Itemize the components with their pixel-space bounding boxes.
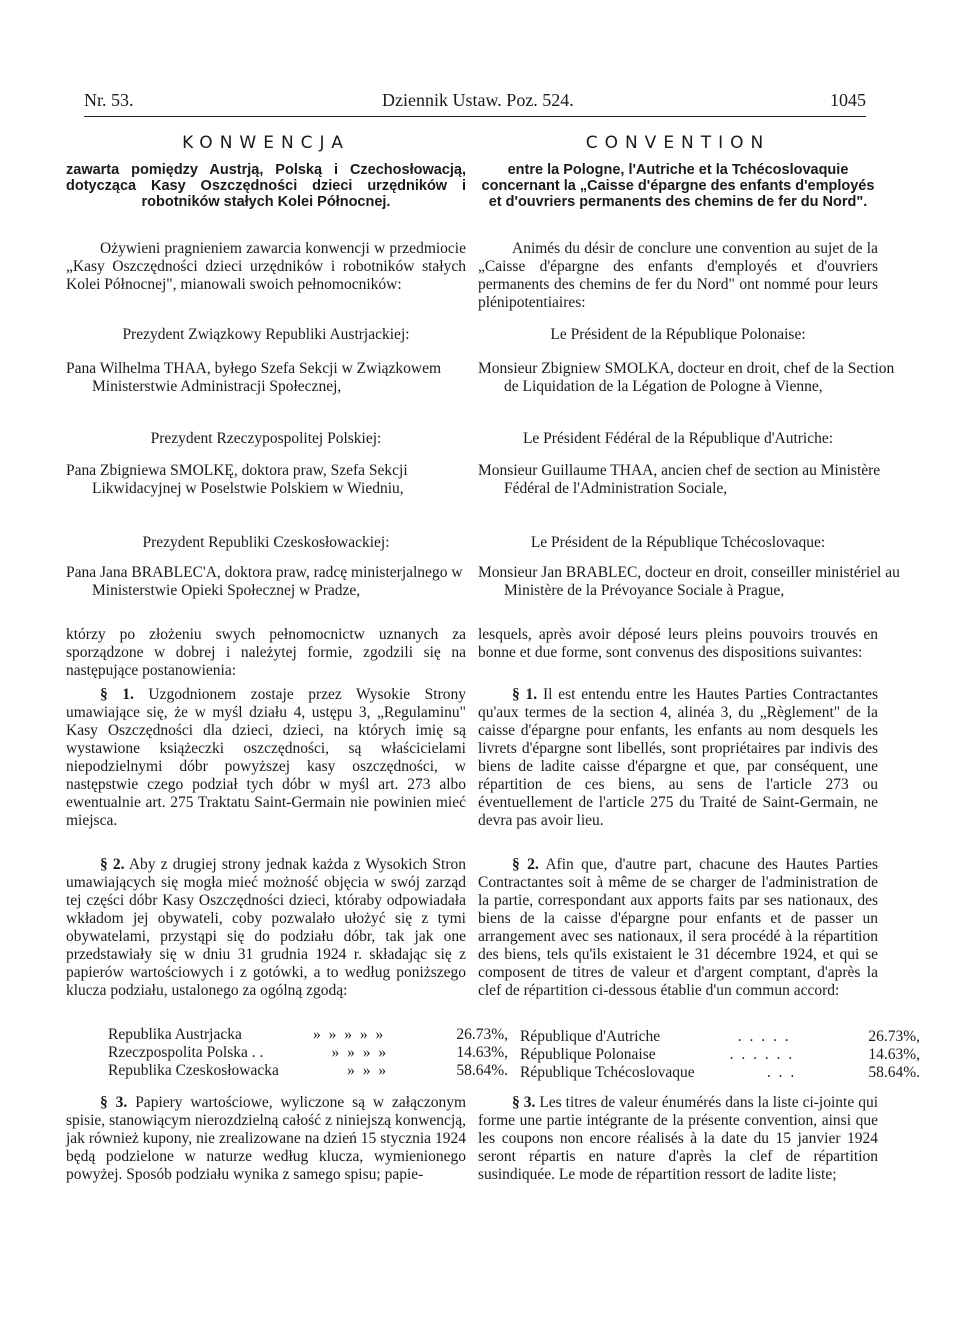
distribution-row: Republika Austrjacka » » » » » 26.73%, [108, 1026, 508, 1043]
journal-reference: Dziennik Ustaw. Poz. 524. [382, 90, 574, 110]
polish-section-2 [66, 856, 466, 1000]
page-header [84, 90, 866, 112]
french-section-1-text: Il est entendu entre les Hautes Parties Contractantes qu'aux termes de la section 4, alinéa 3, du „Règlement" de la caisse d'épargne pour enfants, les enfants au nom desquels les livrets d'épargne sont libellés, sont propriétaires par indivis des biens de ladite caisse d'épargne et que, par conséquent, une répartition de ces biens, au sens de l'article 273 ou éventuellement de l'article 275 du Traité de Saint-Germain, ne devra pas avoir lieu. [478, 686, 879, 829]
french-subtitle: entre la Pologne, l'Autriche et la Tchécoslovaquie concernant la „Caisse d'épargne des enfants d'employés et d'ouvriers permanents des chemins de fer du Nord". [481, 162, 875, 210]
french-section-3-mark: § 3. [512, 1094, 536, 1111]
polish-after-delegates: którzy po złożeniu swych pełnomocnictw uznanych za sporządzone w dobrej i należytej formie, zgodzili się na następujące postanowienia: [66, 626, 466, 679]
polish-title: KONWENCJA [182, 133, 350, 153]
polish-president-2: Prezydent Rzeczypospolitej Polskiej: [150, 430, 382, 447]
polish-intro: Ożywieni pragnieniem zawarcia konwencji w przedmiocie „Kasy Oszczędności dzieci urzędników i robotników stałych Kolei Północnej", mianowali swoich pełnomocników: [66, 240, 466, 293]
french-delegate-1: Monsieur Zbigniew SMOLKA, docteur en droit, chef de la Section de Liquidation de la Légation de Pologne à Vienne, [478, 360, 895, 395]
polish-section-2-mark: § 2. [100, 856, 125, 873]
header-rule [84, 116, 866, 117]
polish-delegate-2: Pana Zbigniewa SMOLKĘ, doktora praw, Szefa Sekcji Likwidacyjnej w Poselstwie Polskiem w Wiedniu, [66, 462, 408, 497]
french-section-3 [478, 1094, 878, 1184]
french-title: CONVENTION [585, 133, 771, 153]
distribution-row: République d'Autriche . . . . . 26.73%, [520, 1028, 920, 1045]
french-after-delegates: lesquels, après avoir déposé leurs pleins pouvoirs trouvés en bonne et due forme, sont convenus des dispositions suivantes: [478, 626, 878, 661]
distribution-row: République Tchécoslovaque . . . 58.64%. [520, 1064, 920, 1081]
issue-number: Nr. 53. [84, 90, 134, 110]
distribution-row: Rzeczpospolita Polska . . » » » » 14.63%, [108, 1044, 508, 1061]
polish-president-3: Prezydent Republiki Czeskosłowackiej: [142, 534, 390, 551]
french-president-1: Le Président de la République Polonaise: [550, 326, 806, 343]
polish-section-3 [66, 1094, 466, 1184]
french-section-3-text: Les titres de valeur énumérés dans la liste ci-jointe qui forme une partie intégrante de la présente convention, ainsi que les coupons non encore réalisés à la date du 15 janvier 1924 seront répartis en nature d'après la clef de répartition susindiquée. Le mode de répartition ressort de ladite liste; [478, 1094, 879, 1183]
polish-section-1-mark: § 1. [100, 686, 134, 703]
french-president-3: Le Président de la République Tchécoslovaque: [530, 534, 826, 551]
french-section-1-mark: § 1. [512, 686, 538, 703]
polish-president-1: Prezydent Związkowy Republiki Austrjackiej: [122, 326, 410, 343]
polish-section-1-text: Uzgodnionem zostaje przez Wysokie Strony umawiające się, że w myśl działu 4, ustępu 3, „Regulaminu" Kasy Oszczędności dla dzieci, dzieci, na których imię są wystawione książeczki oszczędności, są właścicielami niepodzielnymi dóbr powyższej kasy oszczędności, w następstwie czego podział tych dóbr w myśl art. 273 albo ewentualnie art. 275 Traktatu Saint-Germain nie powinien mieć miejsca. [66, 686, 466, 829]
polish-section-1 [66, 686, 466, 830]
french-section-2-mark: § 2. [512, 856, 539, 873]
french-delegate-3: Monsieur Jan BRABLEC, docteur en droit, conseiller ministériel au Ministère de la Prévoyance Sociale à Prague, [478, 564, 900, 599]
page-number: 1045 [830, 90, 866, 110]
french-president-2: Le Président Fédéral de la République d'Autriche: [522, 430, 834, 447]
polish-section-3-text: Papiery wartościowe, wyliczone są w załączonym spisie, stanowiącym nierozdzielną całość z niniejszą konwencją, jak również kupony, nie zrealizowane na dzień 15 stycznia 1924 będą podzielone w naturze według klucza, wymienionego powyżej. Sposób podziału wynika z samego spisu; papie- [66, 1094, 467, 1183]
french-intro: Animés du désir de conclure une convention au sujet de la „Caisse d'épargne des enfants d'employés et d'ouvriers permanents des chemins de fer du Nord" ont nommé pour leurs plénipotentiaires: [478, 240, 878, 311]
polish-section-2-text: Aby z drugiej strony jednak każda z Wysokich Stron umawiających się mogła mieć możność objęcia w swój zarząd tej części dóbr Kasy Oszczędności dzieci, któraby odpowiadała wkładom jej obywateli, coby pozwalało ułożyć się z tymi obywatelami, przystąpi się do podziału dóbr, tak jak one przedstawiały się w dniu 31 grudnia 1924 r. składając się z papierów wartościowych i z gotówki, a to według poniższego klucza podziału, ustalonego za ogólną zgodą: [66, 856, 466, 999]
polish-distribution-table [108, 1026, 508, 1080]
french-section-2 [478, 856, 878, 1000]
french-section-2-text: Afin que, d'autre part, chacune des Hautes Parties Contractantes soit à même de se charger de l'administration de la partie, correspondant aux apports faits par ses nationaux, des biens de la caisse d'épargne pour enfants et de passer un arrangement avec ses nationaux, il sera procédé à la répartition des biens, tels qu'ils existaient le 31 décembre 1924, et qui se composent de titres de valeur et d'argent comptant, d'après la clef de répartition ci-dessous établie d'un commun accord: [478, 856, 878, 999]
polish-delegate-3: Pana Jana BRABLEC'A, doktora praw, radcę ministerjalnego w Ministerstwie Opieki Społecznej w Pradze, [66, 564, 463, 599]
polish-delegate-1: Pana Wilhelma THAA, byłego Szefa Sekcji w Związkowem Ministerstwie Administracji Społecznej, [66, 360, 442, 395]
distribution-row: Republika Czeskosłowacka » » » 58.64%. [108, 1062, 508, 1079]
french-section-1 [478, 686, 878, 830]
polish-section-3-mark: § 3. [100, 1094, 128, 1111]
polish-subtitle: zawarta pomiędzy Austrją, Polską i Czechosłowacją, dotycząca Kasy Oszczędności dzieci urzędników i robotników stałych Kolei Północnej. [66, 162, 466, 210]
french-delegate-2: Monsieur Guillaume THAA, ancien chef de section au Ministère Fédéral de l'Administration Sociale, [478, 462, 881, 497]
distribution-row: République Polonaise . . . . . . 14.63%, [520, 1046, 920, 1063]
french-distribution-table [520, 1028, 920, 1082]
